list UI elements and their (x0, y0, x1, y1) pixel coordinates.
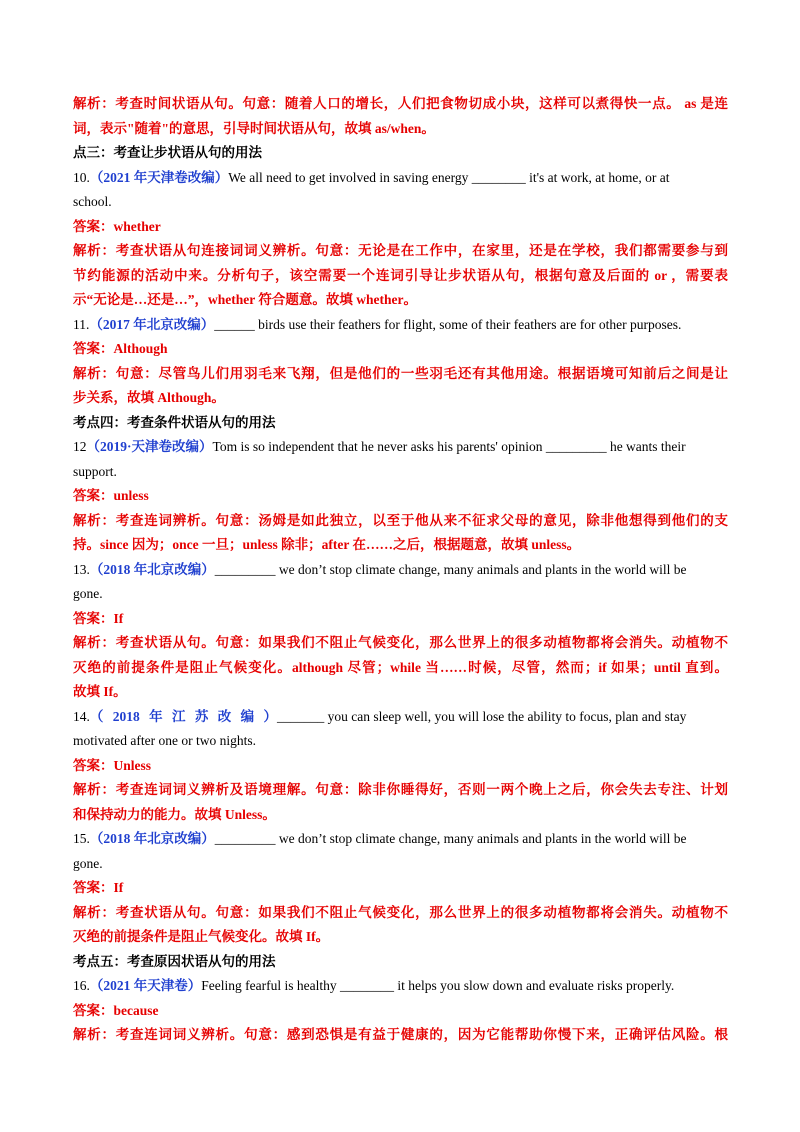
question-source: （2021 年天津卷改编） (89, 169, 229, 185)
question-text: _______ you can sleep well, you will lose the ability to focus, plan and stay (277, 708, 687, 724)
answer-line: 答案：unless (73, 488, 149, 503)
question-text-cont: gone. (73, 855, 103, 871)
question-text: We all need to get involved in saving energy ________ it's at work, at home, or at (228, 169, 670, 185)
analysis-line: 步关系，故填 Although。 (73, 390, 225, 405)
question-number: 16. (73, 978, 90, 993)
question-number: 11. (73, 316, 90, 332)
analysis-line: 灭绝的前提条件是阻止气候变化。although 尽管；while 当……时候，尽管，然而；if 如果；until 直到。 (73, 659, 728, 675)
analysis-line: 和保持动力的能力。故填 Unless。 (73, 806, 276, 822)
question-14 (73, 705, 728, 730)
analysis-line: 解析：考查连词辨析。句意：汤姆是如此独立，以至于他从来不征求父母的意见，除非他想得到他们的支 (73, 512, 728, 528)
question-source: （2018 年北京改编） (89, 831, 215, 846)
analysis-line: 解析：考查连词词义辨析。句意：感到恐惧是有益于健康的，因为它能帮助你慢下来，正确评估风险。根 (73, 1027, 728, 1042)
question-text: Feeling fearful is healthy ________ it helps you slow down and evaluate risks properly. (201, 978, 675, 993)
answer-line: 答案：If (73, 610, 124, 626)
question-text-cont: gone. (73, 586, 103, 601)
question-text: Tom is so independent that he never asks his parents' opinion _________ he wants their (212, 439, 686, 454)
document-page (73, 92, 728, 1048)
question-source: （2018 年北京改编） (89, 561, 215, 577)
question-number: 13. (73, 561, 90, 577)
question-10 (73, 166, 728, 191)
question-11 (73, 313, 728, 338)
question-number: 10. (73, 169, 90, 185)
question-text: _________ we don’t stop climate change, many animals and plants in the world will be (214, 561, 687, 577)
analysis-line: 解析：考查状语从句。句意：如果我们不阻止气候变化，那么世界上的很多动植物都将会消失。动植物不 (73, 635, 728, 650)
analysis-line: 解析：考查连词词义辨析及语境理解。句意：除非你睡得好，否则一两个晚上之后，你会失去专注、计划 (73, 782, 728, 797)
analysis-line: 持。since 因为；once 一旦；unless 除非；after 在……之后，根据题意，故填 unless。 (73, 537, 581, 552)
analysis-line: 解析：句意：尽管鸟儿们用羽毛来飞翔，但是他们的一些羽毛还有其他用途。根据语境可知前后之间是让 (73, 365, 728, 381)
analysis-line: 解析：考查状语从句。句意：如果我们不阻止气候变化，那么世界上的很多动植物都将会消失。动植物不 (73, 904, 728, 920)
question-text-cont: support. (73, 463, 117, 479)
question-source: （2021 年天津卷） (89, 978, 202, 993)
question-13 (73, 558, 728, 583)
question-source: （2019·天津卷改编） (86, 439, 213, 454)
section-heading: 考点四：考查条件状语从句的用法 (73, 414, 276, 430)
answer-line: 答案：whether (73, 218, 161, 234)
question-source: （ 2018 年 江 苏 改 编 ） (89, 708, 277, 724)
question-number: 12 (73, 439, 87, 454)
analysis-line: 示“无论是…还是…”，whether 符合题意。故填 whether。 (73, 292, 417, 307)
question-source: （2017 年北京改编） (89, 316, 215, 332)
answer-line: 答案：If (73, 880, 124, 895)
question-12 (73, 435, 728, 460)
analysis-line: 灭绝的前提条件是阻止气候变化。故填 If。 (73, 929, 330, 944)
analysis-line: 解析：考查状语从句连接词词义辨析。句意：无论是在工作中，在家里，还是在学校，我们都需要参与到 (73, 243, 728, 258)
question-text: _________ we don’t stop climate change, many animals and plants in the world will be (214, 831, 687, 846)
question-text-cont: school. (73, 194, 112, 209)
answer-line: 答案：Although (73, 341, 168, 356)
section-heading: 点三：考查让步状语从句的用法 (73, 145, 262, 160)
question-number: 14. (73, 708, 90, 724)
answer-line: 答案：Unless (73, 757, 152, 773)
question-15 (73, 827, 728, 852)
question-16 (73, 974, 728, 999)
section-heading: 考点五：考查原因状语从句的用法 (73, 953, 276, 969)
analysis-line: 解析：考查时间状语从句。句意：随着人口的增长，人们把食物切成小块，这样可以煮得快一点。 as 是连 (73, 96, 728, 111)
analysis-line: 节约能源的活动中来。分析句子，该空需要一个连词引导让步状语从句，根据句意及后面的 or ，需要表 (73, 267, 728, 283)
answer-line: 答案：because (73, 1002, 159, 1018)
question-text-cont: motivated after one or two nights. (73, 733, 256, 748)
analysis-line: 故填 If。 (73, 684, 127, 699)
question-number: 15. (73, 831, 90, 846)
analysis-line: 词，表示"随着"的意思，引导时间状语从句，故填 as/when。 (73, 120, 435, 136)
question-text: ______ birds use their feathers for flight, some of their feathers are for other purposes. (214, 316, 682, 332)
